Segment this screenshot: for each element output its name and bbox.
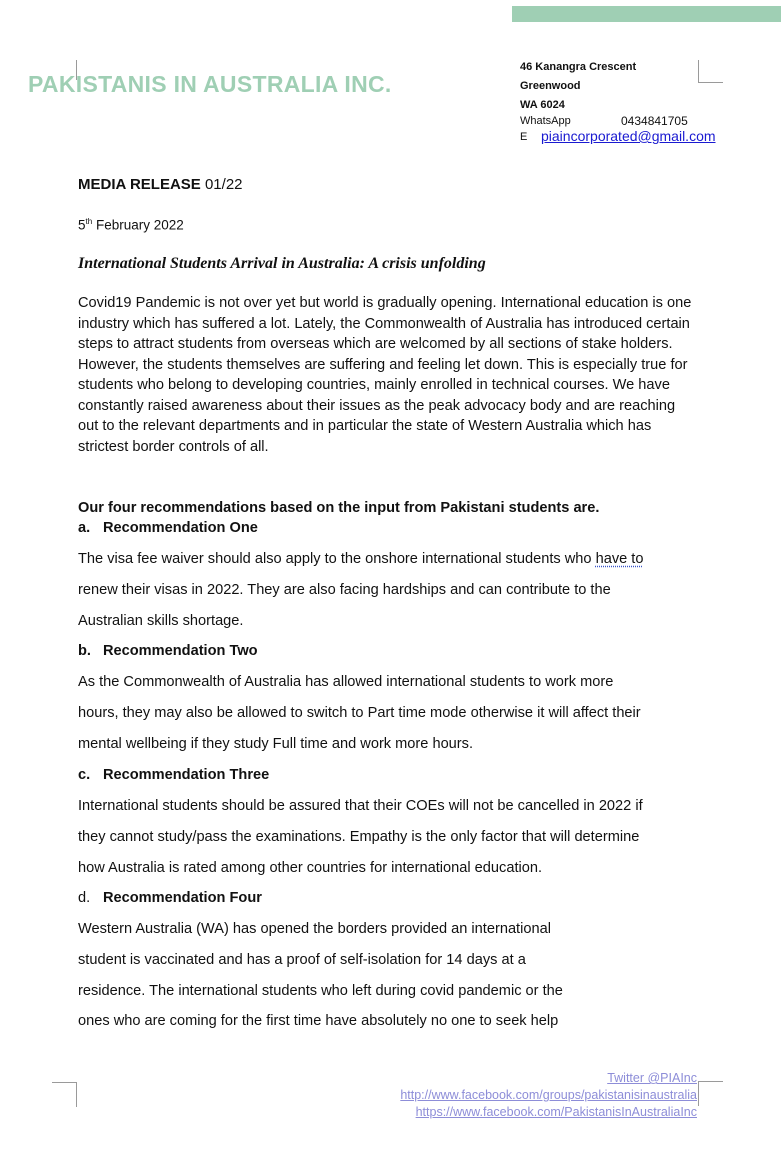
address-street: 46 Kanangra Crescent (520, 61, 637, 73)
line-text: The visa fee waiver should also apply to the onshore international students who (78, 551, 596, 567)
postal-address (520, 58, 636, 115)
whatsapp-number: 0434841705 (621, 114, 688, 128)
recommendations-intro: Our four recommendations based on the input from Pakistani students are. (78, 500, 600, 516)
date-suffix: th (85, 217, 93, 226)
media-release-label: MEDIA RELEASE (78, 176, 201, 193)
recommendation-text-line: International students should be assured that their COEs will not be cancelled in 2022 if (78, 798, 643, 814)
crop-mark-top-right (698, 60, 723, 83)
whatsapp-label: WhatsApp (520, 115, 571, 127)
email-label: E (520, 131, 528, 143)
organization-name: PAKISTANIS IN AUSTRALIA INC. (28, 71, 392, 97)
recommendation-title: Recommendation Four (103, 890, 262, 906)
crop-mark-bottom-right (698, 1081, 723, 1106)
recommendation-heading (78, 890, 262, 906)
grammar-flagged-phrase: have to (595, 551, 644, 567)
media-release-number: 01/22 (204, 176, 243, 193)
release-date (78, 217, 698, 233)
recommendation-letter: c. (78, 767, 91, 783)
recommendation-text-line: renew their visas in 2022. They are also facing hardships and can contribute to the (78, 582, 611, 598)
recommendation-title: Recommendation One (103, 520, 258, 536)
recommendation-text-line: they cannot study/pass the examinations. Empathy is the only factor that will determine (78, 829, 640, 845)
paragraph-1: Covid19 Pandemic is not over yet but world is gradually opening. International education is one industry which has suffered a lot. Lately, the Commonwealth of Australia has introduced certain steps to attract students from overseas which are welcomed by all sections of stake holders. (78, 295, 692, 352)
recommendation-heading (78, 520, 258, 536)
recommendation-text-line: student is vaccinated and has a proof of self-isolation for 14 days at a (78, 952, 526, 968)
recommendation-letter: a. (78, 520, 91, 536)
recommendation-text-line: Australian skills shortage. (78, 613, 244, 629)
recommendation-text-line (78, 551, 643, 567)
email-link[interactable]: piaincorporated@gmail.com (541, 128, 716, 144)
date-day: 5 (78, 217, 86, 233)
headline: International Students Arrival in Australia: A crisis unfolding (78, 255, 486, 272)
crop-mark-bottom-left (52, 1082, 77, 1107)
date-rest: February 2022 (95, 217, 184, 233)
recommendation-text-line: mental wellbeing if they study Full time and work more hours. (78, 736, 474, 752)
media-release-line (78, 176, 698, 193)
recommendation-letter: b. (78, 643, 91, 659)
recommendation-title: Recommendation Three (103, 767, 270, 783)
address-state: WA 6024 (520, 99, 565, 111)
recommendation-title: Recommendation Two (103, 643, 258, 659)
facebook-group-link[interactable]: http://www.facebook.com/groups/pakistanisinaustralia (400, 1088, 697, 1102)
header-accent-bar (512, 6, 781, 22)
address-suburb: Greenwood (520, 80, 581, 92)
facebook-page-link[interactable]: https://www.facebook.com/PakistanisInAustraliaInc (415, 1105, 697, 1119)
intro-paragraphs (78, 293, 693, 457)
recommendation-text-line: how Australia is rated among other countries for international education. (78, 860, 543, 876)
recommendation-text-line: hours, they may also be allowed to switch to Part time mode otherwise it will affect their (78, 705, 641, 721)
recommendation-heading (78, 643, 258, 659)
recommendation-text-line: As the Commonwealth of Australia has allowed international students to work more (78, 674, 614, 690)
recommendation-text-line: residence. The international students who left during covid pandemic or the (78, 983, 563, 999)
recommendation-heading (78, 767, 269, 783)
twitter-link[interactable]: Twitter @PIAInc (607, 1071, 697, 1085)
recommendation-text-line: ones who are coming for the first time have absolutely no one to seek help (78, 1013, 559, 1029)
paragraph-2: However, the students themselves are suffering and feeling let down. This is especially true for students who belong to developing countries, mainly enrolled in technical courses. We have constantly raised awareness about their issues as the peak advocacy body and are reaching out to the relevant departments and in particular the state of Western Australia which has strictest border controls of all. (78, 356, 688, 455)
recommendation-text-line: Western Australia (WA) has opened the borders provided an international (78, 921, 551, 937)
recommendation-letter: d. (78, 890, 91, 906)
